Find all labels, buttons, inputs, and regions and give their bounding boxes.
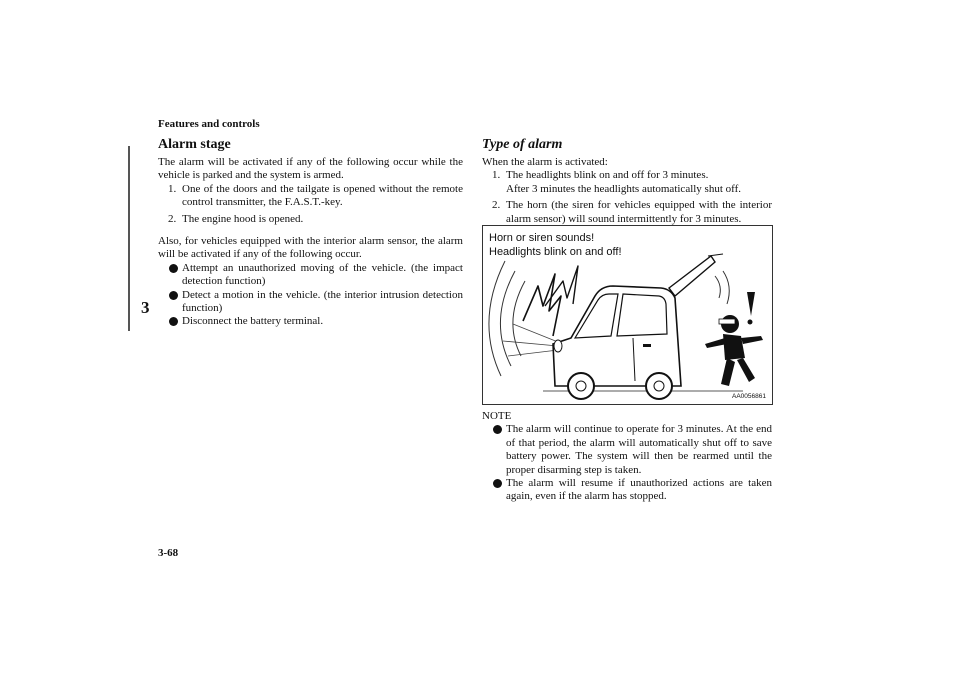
bullet-text: Disconnect the battery terminal. bbox=[182, 315, 324, 328]
bullet-list bbox=[158, 262, 463, 329]
bullet-dot-icon bbox=[493, 425, 502, 434]
item-number: 1. bbox=[492, 169, 501, 182]
note-bullet-item bbox=[482, 477, 772, 504]
section-heading-type-of-alarm: Type of alarm bbox=[482, 137, 563, 152]
note-bullet-item bbox=[482, 423, 772, 477]
paragraph-sensor: Also, for vehicles equipped with the interior alarm sensor, the alarm will be activated if any of the following occur. bbox=[158, 235, 463, 261]
left-column bbox=[158, 137, 463, 329]
paragraph-intro: The alarm will be activated if any of the following occur while the vehicle is parked and the system is armed. bbox=[158, 156, 463, 182]
item-number: 2. bbox=[492, 199, 501, 212]
bullet-item bbox=[158, 262, 463, 289]
list-item bbox=[158, 213, 463, 226]
item-text: The engine hood is opened. bbox=[182, 212, 304, 225]
bullet-text: Attempt an unauthorized moving of the vehicle. (the impact detection function) bbox=[182, 261, 463, 288]
section-heading-alarm-stage: Alarm stage bbox=[158, 137, 231, 152]
note-label: NOTE bbox=[482, 410, 512, 422]
running-header: Features and controls bbox=[158, 118, 260, 130]
item-subtext: After 3 minutes the headlights automatically shut off. bbox=[506, 182, 742, 195]
bullet-dot-icon bbox=[493, 479, 502, 488]
item-number: 2. bbox=[168, 212, 177, 225]
item-text: One of the doors and the tailgate is opened without the remote control transmitter, the F.A.S.T.-key. bbox=[182, 182, 463, 209]
numbered-list bbox=[158, 183, 463, 226]
note-bullet-text: The alarm will resume if unauthorized actions are taken again, even if the alarm has stopped. bbox=[506, 477, 772, 503]
figure-id: AA0056861 bbox=[732, 393, 766, 400]
page-number: 3-68 bbox=[158, 547, 179, 559]
figure-caption bbox=[489, 232, 622, 259]
alarm-illustration-figure bbox=[482, 225, 773, 405]
bullet-item bbox=[158, 315, 463, 328]
note-bullet-text: The alarm will continue to operate for 3 minutes. At the end of that period, the alarm will automatically shut off to save battery power. The system will then be rearmed until the proper disarming step is taken. bbox=[506, 423, 772, 476]
list-item bbox=[482, 169, 772, 196]
caption-line-headlights: Headlights blink on and off! bbox=[489, 245, 622, 258]
chapter-number: 3 bbox=[141, 298, 150, 317]
bullet-text: Detect a motion in the vehicle. (the interior intrusion detection function) bbox=[182, 288, 463, 315]
bullet-dot-icon bbox=[169, 291, 178, 300]
numbered-list bbox=[482, 169, 772, 226]
list-item bbox=[482, 199, 772, 226]
chapter-side-bar bbox=[128, 146, 130, 331]
caption-line-horn: Horn or siren sounds! bbox=[489, 232, 595, 244]
item-text: The horn (the siren for vehicles equipped with the interior alarm sensor) will sound intermittently for 3 minutes. bbox=[506, 199, 772, 225]
right-column bbox=[482, 137, 772, 229]
item-number: 1. bbox=[168, 182, 177, 195]
list-item bbox=[158, 183, 463, 210]
item-text: The headlights blink on and off for 3 minutes. bbox=[506, 169, 709, 182]
note-bullet-list bbox=[482, 423, 772, 503]
bullet-dot-icon bbox=[169, 317, 178, 326]
note-block bbox=[482, 410, 772, 504]
paragraph-activated: When the alarm is activated: bbox=[482, 156, 608, 168]
bullet-dot-icon bbox=[169, 264, 178, 273]
bullet-item bbox=[158, 289, 463, 316]
